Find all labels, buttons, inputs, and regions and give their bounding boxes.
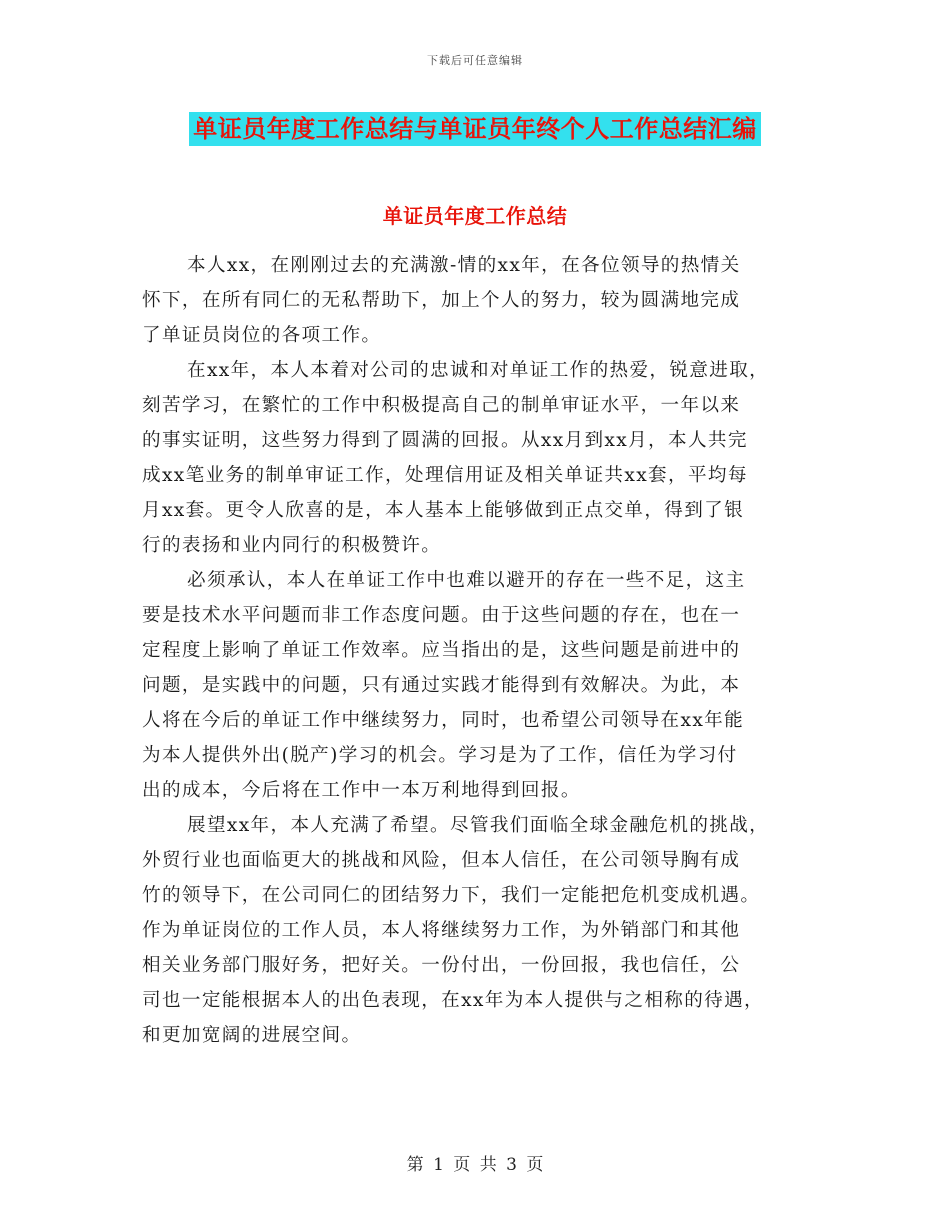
paragraph-2-line-6: 行的表扬和业内同行的积极赞许。 (142, 535, 442, 556)
paragraph-2-line-4: 成xx笔业务的制单审证工作，处理信用证及相关单证共xx套，平均每 (142, 465, 748, 486)
paragraph-3-line-6: 为本人提供外出(脱产)学习的机会。学习是为了工作，信任为学习付 (142, 745, 738, 766)
paragraph-3-line-7: 出的成本，今后将在工作中一本万利地得到回报。 (142, 780, 581, 801)
paragraph-4-line-1: 展望xx年，本人充满了希望。尽管我们面临全球金融危机的挑战， (187, 815, 770, 836)
paragraph-4-line-6: 司也一定能根据本人的出色表现，在xx年为本人提供与之相称的待遇， (142, 990, 764, 1011)
page-number-footer: 第 1 页 共 3 页 (406, 1155, 544, 1175)
paragraph-2-line-2: 刻苦学习，在繁忙的工作中积极提高自己的制单审证水平，一年以来 (142, 395, 741, 416)
paragraph-3-line-3: 定程度上影响了单证工作效率。应当指出的是，这些问题是前进中的 (142, 640, 741, 661)
paragraph-4-line-3: 竹的领导下，在公司同仁的团结努力下，我们一定能把危机变成机遇。 (142, 885, 761, 906)
paragraph-3-line-2: 要是技术水平问题而非工作态度问题。由于这些问题的存在，也在一 (142, 605, 741, 626)
paragraph-2-line-1: 在xx年，本人本着对公司的忠诚和对单证工作的热爱，锐意进取， (187, 360, 770, 381)
paragraph-3-line-1: 必须承认，本人在单证工作中也难以避开的存在一些不足，这主 (187, 570, 746, 591)
paragraph-4-line-4: 作为单证岗位的工作人员，本人将继续努力工作，为外销部门和其他 (142, 920, 741, 941)
paragraph-4-line-2: 外贸行业也面临更大的挑战和风险，但本人信任，在公司领导胸有成 (142, 850, 741, 871)
paragraph-4-line-5: 相关业务部门服好务，把好关。一份付出，一份回报，我也信任，公 (142, 955, 741, 976)
document-body (142, 248, 812, 1053)
paragraph-1-line-3: 了单证员岗位的各项工作。 (142, 325, 382, 346)
section-title: 单证员年度工作总结 (382, 204, 568, 228)
paragraph-2-line-5: 月xx套。更令人欣喜的是，本人基本上能够做到正点交单，得到了银 (142, 500, 745, 521)
page-header-note: 下载后可任意编辑 (427, 54, 523, 67)
document-title-container (0, 112, 950, 146)
paragraph-1-line-2: 怀下，在所有同仁的无私帮助下，加上个人的努力，较为圆满地完成 (142, 290, 741, 311)
paragraph-3-line-4: 问题，是实践中的问题，只有通过实践才能得到有效解决。为此，本 (142, 675, 741, 696)
paragraph-1-line-1: 本人xx，在刚刚过去的充满激-情的xx年，在各位领导的热情关 (187, 255, 741, 276)
paragraph-2-line-3: 的事实证明，这些努力得到了圆满的回报。从xx月到xx月，本人共完 (142, 430, 748, 451)
paragraph-3-line-5: 人将在今后的单证工作中继续努力，同时，也希望公司领导在xx年能 (142, 710, 745, 731)
paragraph-4-line-7: 和更加宽阔的进展空间。 (142, 1025, 362, 1046)
document-title: 单证员年度工作总结与单证员年终个人工作总结汇编 (189, 112, 761, 146)
